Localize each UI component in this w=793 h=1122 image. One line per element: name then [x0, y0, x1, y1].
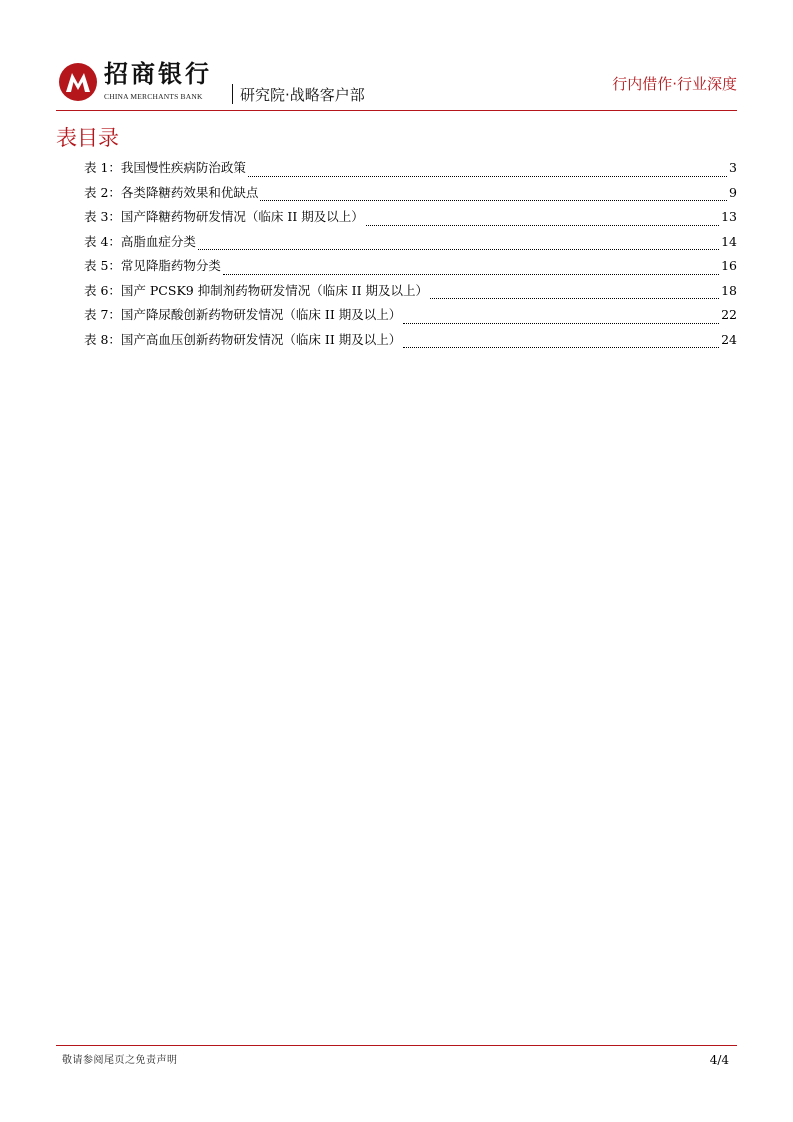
toc-entry-page: 3 — [729, 160, 737, 175]
toc-entry[interactable] — [84, 158, 737, 183]
toc-entry[interactable] — [84, 232, 737, 257]
toc-leader-dots — [198, 248, 719, 250]
logo-chinese-name: 招商银行 — [104, 60, 212, 88]
toc-entry[interactable] — [84, 256, 737, 281]
toc-entry-label: 表 5：常见降脂药物分类 — [84, 258, 221, 273]
logo-english-name: CHINA MERCHANTS BANK — [104, 92, 203, 101]
toc-entry-page: 13 — [721, 209, 737, 224]
page-header — [0, 0, 793, 110]
toc-entry-label: 表 7：国产降尿酸创新药物研发情况（临床 II 期及以上） — [84, 307, 402, 322]
toc-title: 表目录 — [56, 126, 119, 150]
toc-entry-page: 9 — [729, 184, 737, 200]
report-type: 行内借作·行业深度 — [612, 75, 737, 93]
toc-entry-label: 表 4：高脂血症分类 — [84, 233, 196, 249]
toc-entry-page: 14 — [721, 233, 737, 249]
toc-entry-page: 22 — [721, 307, 737, 322]
toc-entry-label: 表 2：各类降糖药效果和优缺点 — [84, 184, 259, 200]
toc-leader-dots — [260, 199, 727, 201]
toc-entry[interactable] — [84, 305, 737, 330]
toc-entry-label: 表 1：我国慢性疾病防治政策 — [84, 160, 246, 175]
toc-leader-dots — [248, 175, 727, 177]
footer-divider — [56, 1045, 737, 1046]
toc-leader-dots — [223, 273, 719, 275]
department-name: 研究院·战略客户部 — [240, 86, 365, 104]
page-number: 4/4 — [709, 1053, 729, 1067]
toc-leader-dots — [403, 346, 719, 348]
cmb-logo-icon — [58, 62, 98, 102]
toc-entry[interactable] — [84, 183, 737, 208]
header-divider — [56, 110, 737, 111]
toc-leader-dots — [403, 322, 719, 324]
toc-entry-label: 表 3：国产降糖药物研发情况（临床 II 期及以上） — [84, 209, 364, 224]
toc-entry[interactable] — [84, 207, 737, 232]
footer-disclaimer: 敬请参阅尾页之免责声明 — [62, 1055, 178, 1066]
toc-leader-dots — [430, 297, 719, 299]
toc-entry-page: 18 — [721, 282, 737, 298]
table-of-tables — [84, 158, 737, 354]
header-separator — [232, 84, 233, 104]
toc-entry-page: 16 — [721, 258, 737, 273]
toc-entry-page: 24 — [721, 331, 737, 347]
toc-leader-dots — [366, 224, 719, 226]
toc-entry[interactable] — [84, 281, 737, 306]
toc-entry[interactable] — [84, 330, 737, 355]
toc-entry-label: 表 6：国产 PCSK9 抑制剂药物研发情况（临床 II 期及以上） — [84, 282, 429, 298]
toc-entry-label: 表 8：国产高血压创新药物研发情况（临床 II 期及以上） — [84, 331, 402, 347]
